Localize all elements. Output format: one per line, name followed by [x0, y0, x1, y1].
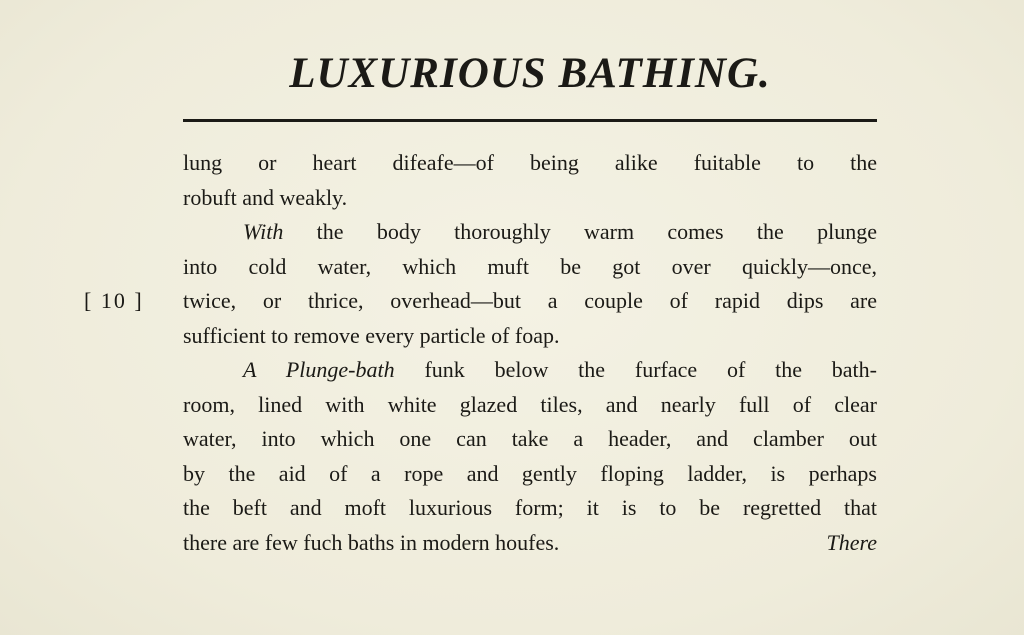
line-text: into cold water, which muft be got over quickly—once, — [183, 253, 877, 279]
text-line — [183, 181, 877, 216]
catchword: There — [826, 529, 877, 555]
line-text: lung or heart difeafe—of being alike fuitable to the — [183, 150, 877, 175]
line-text: the body thoroughly warm comes the plunge — [283, 219, 877, 244]
line-text: funk below the furface of the bath- — [394, 357, 877, 382]
text-line — [183, 457, 877, 492]
line-text: room, lined with white glazed tiles, and nearly full of clear — [183, 391, 877, 417]
text-line — [183, 215, 877, 250]
text-line — [183, 491, 877, 526]
line-text: there are few fuch baths in modern houfes. — [183, 529, 560, 555]
line-text: water, into which one can take a header, and clamber out — [183, 426, 877, 451]
page-title: LUXURIOUS BATHING. — [289, 50, 771, 97]
line-text: sufficient to remove every particle of foap. — [183, 322, 560, 348]
text-line — [183, 422, 877, 457]
line-text: by the aid of a rope and gently floping ladder, is perhaps — [183, 460, 877, 486]
text-line — [183, 388, 877, 423]
margin-page-number: [ 10 ] — [84, 288, 144, 313]
italic-lead: With — [243, 219, 284, 244]
body-text — [183, 146, 877, 560]
text-line — [183, 146, 877, 181]
line-text: the beft and moft luxurious form; it is to be regretted that — [183, 495, 877, 520]
italic-lead: A Plunge-bath — [243, 357, 395, 382]
title-rule — [183, 119, 877, 122]
line-text: twice, or thrice, overhead—but a couple of rapid dips are — [183, 288, 877, 313]
line-text: robuft and weakly. — [183, 184, 348, 210]
text-line — [183, 250, 877, 285]
text-line — [183, 526, 877, 561]
text-line — [183, 353, 877, 388]
text-line — [183, 319, 877, 354]
text-line — [183, 284, 877, 319]
